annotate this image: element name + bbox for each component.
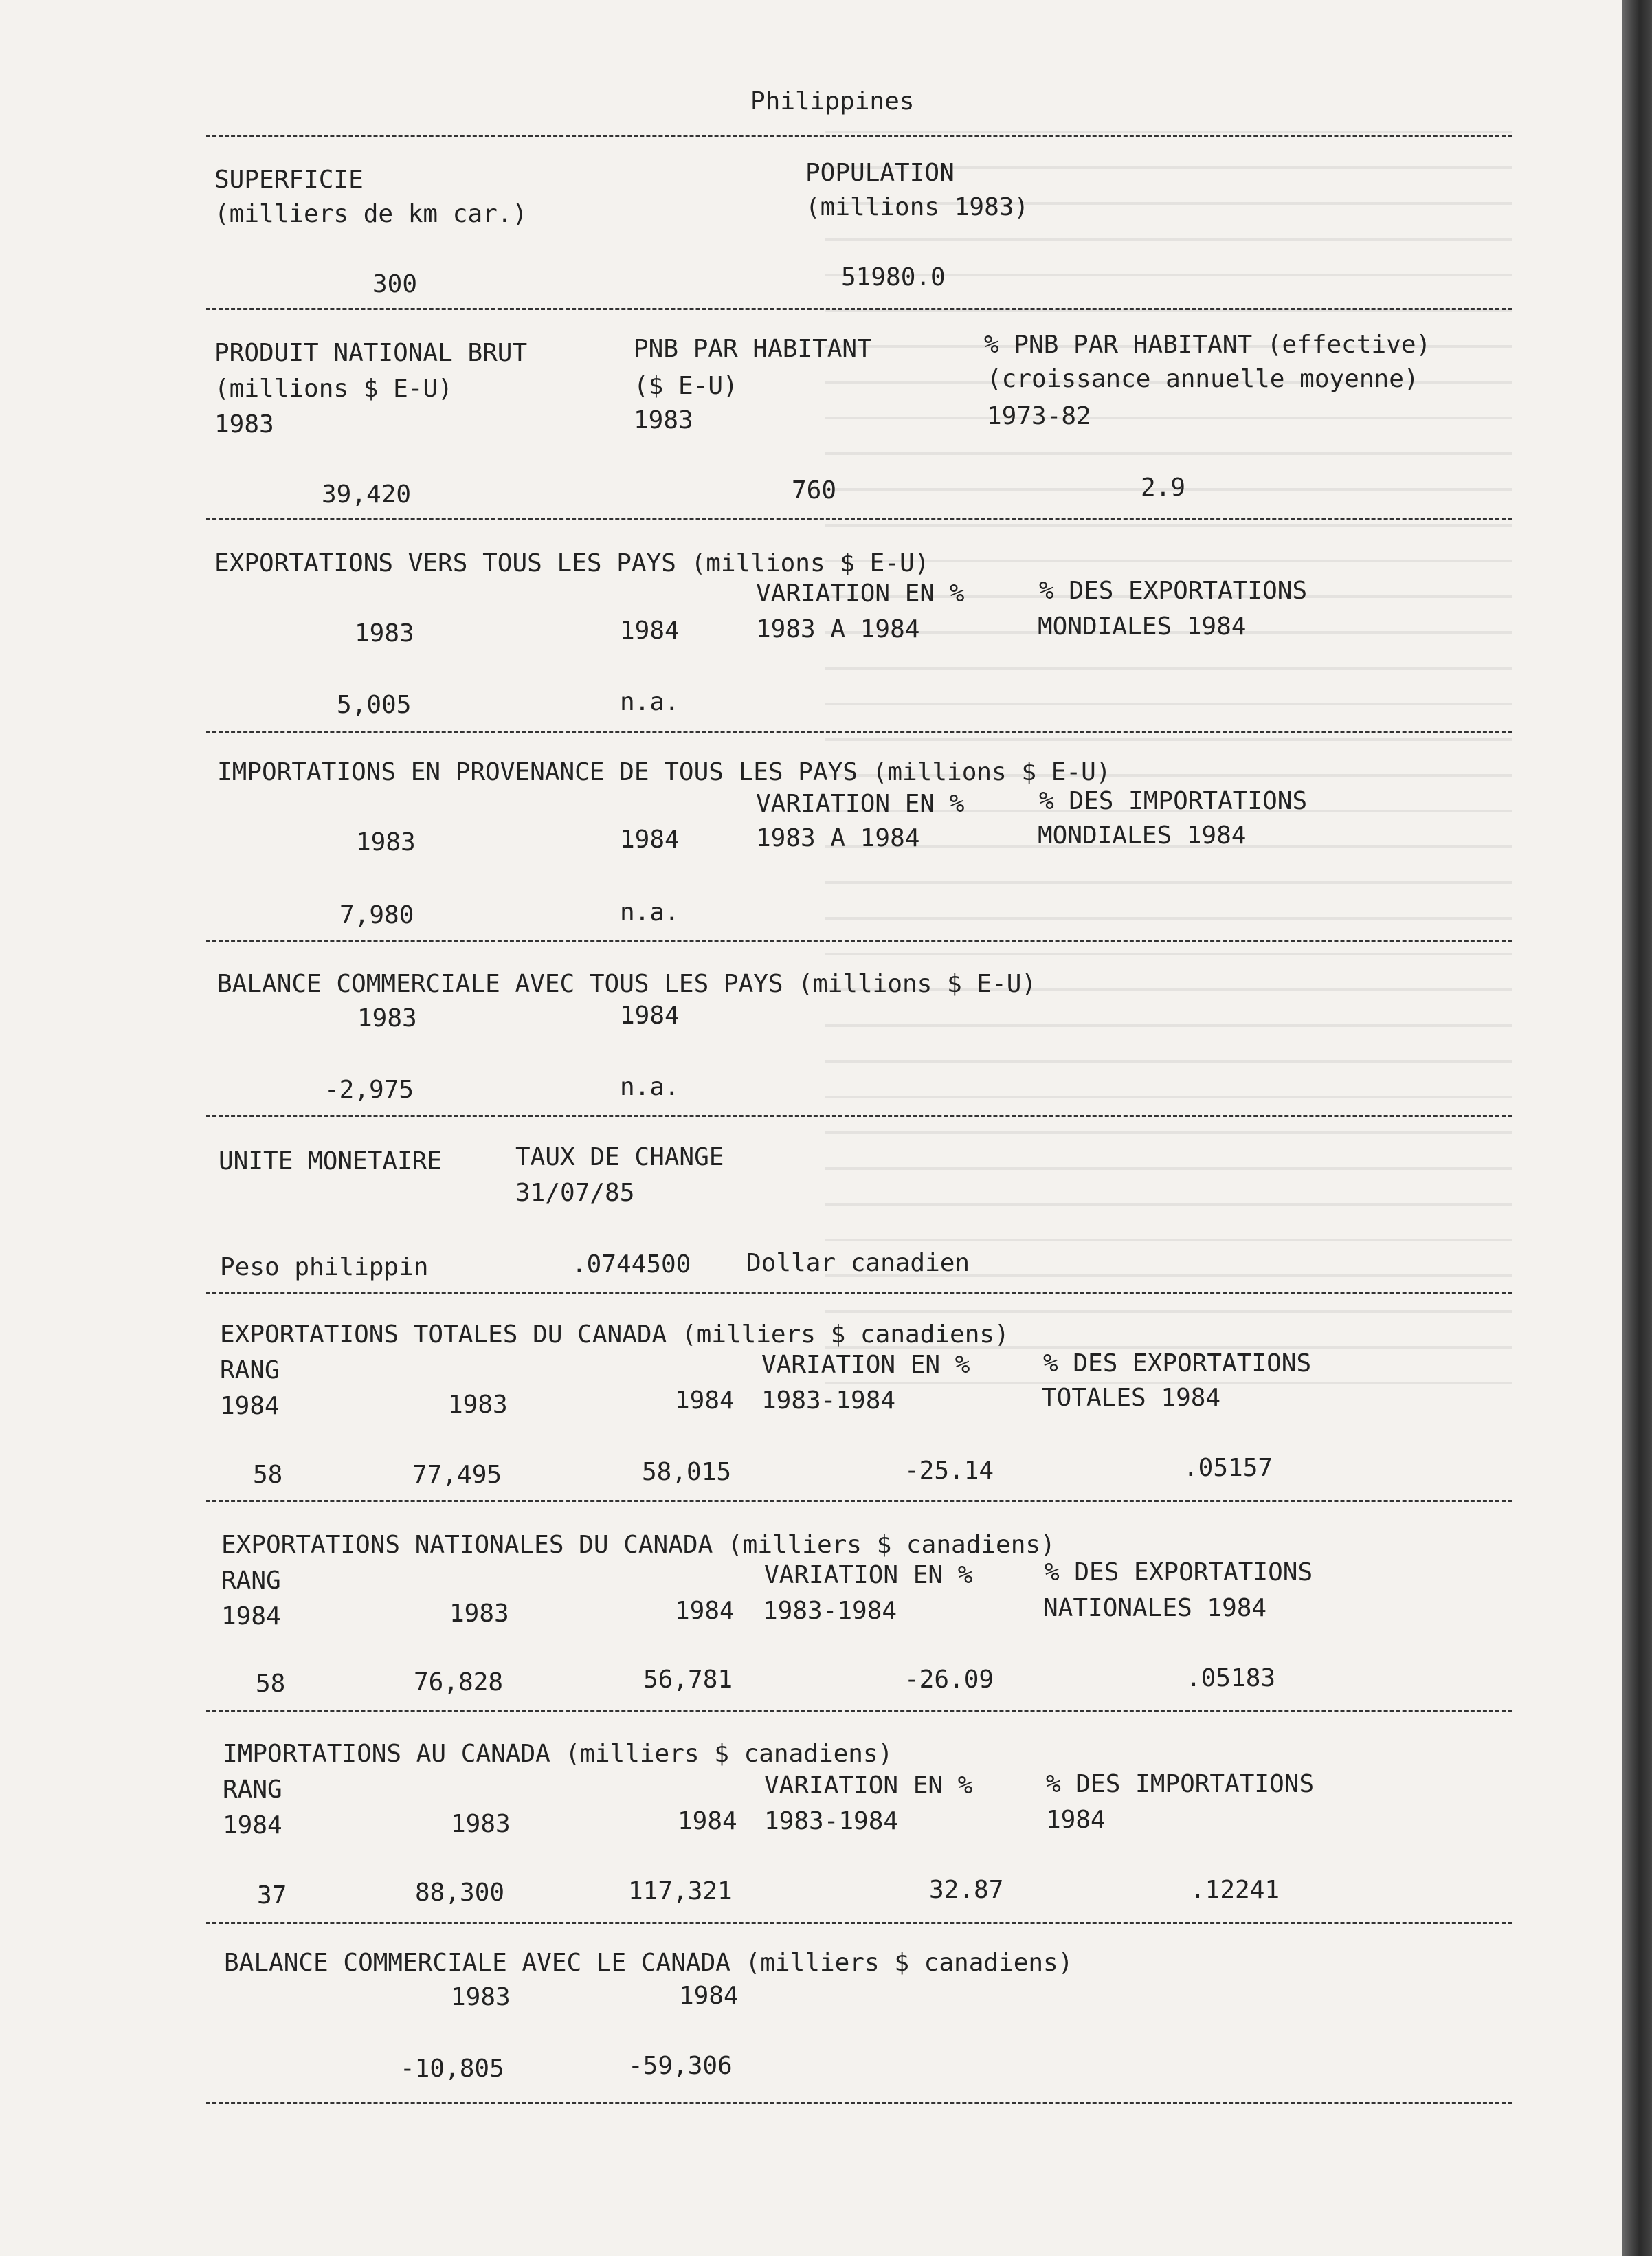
- gnp-per-capita-year: 1983: [634, 406, 693, 434]
- ca-total-exports-share-heading: % DES EXPORTATIONS: [1043, 1349, 1312, 1378]
- ca-domestic-exports-value-1983: 76,828: [414, 1668, 504, 1696]
- world-balance-value-1984: n.a.: [620, 1073, 680, 1101]
- world-imports-share-heading: % DES IMPORTATIONS: [1039, 787, 1308, 815]
- world-balance-year-1984: 1984: [620, 1002, 680, 1030]
- world-imports-variation-period: 1983 A 1984: [756, 824, 920, 852]
- ca-total-exports-rank: 58: [253, 1461, 283, 1489]
- gnp-per-capita-value: 760: [792, 476, 837, 505]
- ca-imports-rank-year: 1984: [223, 1811, 282, 1839]
- ca-balance-title: BALANCE COMMERCIALE AVEC LE CANADA (milliers $ canadiens): [224, 1949, 1073, 1977]
- world-imports-share-year: MONDIALES 1984: [1038, 821, 1247, 850]
- ca-total-exports-variation-heading: VARIATION EN %: [761, 1351, 970, 1379]
- world-imports-year-1984: 1984: [620, 826, 680, 854]
- ca-total-exports-year-1984: 1984: [675, 1386, 735, 1415]
- ca-imports-share-year: 1984: [1046, 1806, 1106, 1834]
- ca-imports-rank-heading: RANG: [223, 1776, 282, 1804]
- ca-balance-year-1984: 1984: [679, 1982, 739, 2010]
- ca-total-exports-rank-heading: RANG: [220, 1356, 280, 1384]
- ca-domestic-exports-year-1983: 1983: [449, 1600, 509, 1628]
- currency-unit: Peso philippin: [220, 1253, 429, 1281]
- ca-domestic-exports-share-heading: % DES EXPORTATIONS: [1045, 1558, 1313, 1586]
- world-exports-year-1983: 1983: [355, 619, 414, 648]
- world-balance-year-1983: 1983: [357, 1004, 417, 1032]
- ca-imports-variation-period: 1983-1984: [764, 1807, 899, 1835]
- world-exports-share-heading: % DES EXPORTATIONS: [1039, 577, 1308, 605]
- gnp-growth-value: 2.9: [1141, 474, 1186, 502]
- divider: [206, 518, 1512, 520]
- exchange-rate-currency: Dollar canadien: [746, 1249, 970, 1277]
- ca-imports-share-heading: % DES IMPORTATIONS: [1046, 1770, 1315, 1798]
- page-binding-edge: [1622, 0, 1652, 2256]
- ca-domestic-exports-share-year: NATIONALES 1984: [1043, 1594, 1267, 1622]
- gnp-value: 39,420: [322, 480, 412, 509]
- ca-domestic-exports-variation-heading: VARIATION EN %: [764, 1561, 973, 1589]
- world-balance-value-1983: -2,975: [324, 1076, 414, 1104]
- population-heading: POPULATION: [805, 159, 955, 187]
- gnp-unit: (millions $ E-U): [214, 375, 453, 403]
- ca-domestic-exports-rank: 58: [256, 1670, 286, 1698]
- ca-imports-value-1983: 88,300: [415, 1879, 505, 1907]
- divider: [206, 1710, 1512, 1712]
- gnp-growth-unit: (croissance annuelle moyenne): [987, 365, 1419, 393]
- ca-imports-value-1984: 117,321: [628, 1877, 733, 1905]
- gnp-per-capita-unit: ($ E-U): [634, 372, 738, 400]
- ca-total-exports-share-year: TOTALES 1984: [1042, 1384, 1221, 1412]
- divider: [206, 1115, 1512, 1117]
- world-exports-variation-period: 1983 A 1984: [756, 615, 920, 643]
- world-exports-value-1983: 5,005: [337, 691, 412, 719]
- world-imports-value-1983: 7,980: [339, 901, 414, 929]
- divider: [206, 135, 1512, 137]
- ca-domestic-exports-year-1984: 1984: [675, 1597, 735, 1625]
- ca-imports-year-1983: 1983: [451, 1810, 511, 1838]
- world-imports-year-1983: 1983: [356, 828, 416, 856]
- ca-balance-value-1984: -59,306: [628, 2052, 733, 2080]
- world-exports-year-1984: 1984: [620, 617, 680, 645]
- ca-total-exports-variation-period: 1983-1984: [761, 1386, 896, 1415]
- area-heading: SUPERFICIE: [214, 166, 364, 194]
- ca-domestic-exports-variation: -26.09: [904, 1666, 994, 1694]
- page-title: Philippines: [750, 87, 915, 115]
- gnp-per-capita-heading: PNB PAR HABITANT: [634, 335, 872, 363]
- exchange-rate-heading: TAUX DE CHANGE: [515, 1143, 724, 1171]
- ca-imports-variation: 32.87: [929, 1876, 1004, 1904]
- ca-domestic-exports-title: EXPORTATIONS NATIONALES DU CANADA (milliers $ canadiens): [221, 1531, 1056, 1559]
- ca-domestic-exports-variation-period: 1983-1984: [763, 1597, 897, 1625]
- divider: [206, 940, 1512, 942]
- ca-total-exports-variation: -25.14: [904, 1457, 994, 1485]
- divider: [206, 1922, 1512, 1924]
- world-exports-variation-heading: VARIATION EN %: [756, 579, 965, 608]
- gnp-growth-period: 1973-82: [987, 402, 1091, 430]
- ca-total-exports-value-1983: 77,495: [412, 1461, 502, 1489]
- ca-domestic-exports-value-1984: 56,781: [643, 1666, 733, 1694]
- ca-total-exports-year-1983: 1983: [448, 1391, 508, 1419]
- world-exports-share-year: MONDIALES 1984: [1038, 612, 1247, 641]
- world-imports-title: IMPORTATIONS EN PROVENANCE DE TOUS LES PAYS (millions $ E-U): [217, 758, 1111, 786]
- ca-imports-rank: 37: [257, 1881, 287, 1910]
- exchange-rate-date: 31/07/85: [515, 1179, 635, 1207]
- divider: [206, 2102, 1512, 2104]
- ca-imports-year-1984: 1984: [678, 1807, 737, 1835]
- world-exports-title: EXPORTATIONS VERS TOUS LES PAYS (millions $ E-U): [214, 549, 930, 577]
- ca-imports-share: .12241: [1190, 1876, 1280, 1904]
- ca-domestic-exports-share: .05183: [1186, 1664, 1276, 1692]
- gnp-growth-heading: % PNB PAR HABITANT (effective): [984, 331, 1431, 359]
- currency-unit-heading: UNITE MONETAIRE: [219, 1147, 443, 1175]
- divider: [206, 1292, 1512, 1294]
- ca-imports-variation-heading: VARIATION EN %: [764, 1771, 973, 1800]
- ca-domestic-exports-rank-year: 1984: [221, 1602, 281, 1630]
- divider: [206, 731, 1512, 733]
- population-unit: (millions 1983): [805, 193, 1029, 221]
- population-value: 51980.0: [841, 263, 946, 291]
- divider: [206, 1500, 1512, 1502]
- ca-total-exports-rank-year: 1984: [220, 1392, 280, 1420]
- ca-total-exports-share: .05157: [1183, 1454, 1273, 1482]
- ca-total-exports-title: EXPORTATIONS TOTALES DU CANADA (milliers $ canadiens): [220, 1320, 1009, 1349]
- exchange-rate-value: .0744500: [572, 1250, 691, 1279]
- area-unit: (milliers de km car.): [214, 200, 528, 228]
- ca-total-exports-value-1984: 58,015: [642, 1458, 732, 1486]
- area-value: 300: [372, 270, 418, 298]
- world-exports-value-1984: n.a.: [620, 688, 680, 716]
- divider: [206, 308, 1512, 310]
- world-balance-title: BALANCE COMMERCIALE AVEC TOUS LES PAYS (millions $ E-U): [217, 970, 1037, 998]
- gnp-heading: PRODUIT NATIONAL BRUT: [214, 339, 528, 367]
- ca-domestic-exports-rank-heading: RANG: [221, 1567, 281, 1595]
- world-imports-variation-heading: VARIATION EN %: [756, 790, 965, 818]
- gnp-year: 1983: [214, 410, 274, 439]
- ca-imports-title: IMPORTATIONS AU CANADA (milliers $ canadiens): [223, 1740, 893, 1768]
- ca-balance-year-1983: 1983: [451, 1983, 511, 2011]
- ca-balance-value-1983: -10,805: [400, 2055, 504, 2083]
- world-imports-value-1984: n.a.: [620, 898, 680, 927]
